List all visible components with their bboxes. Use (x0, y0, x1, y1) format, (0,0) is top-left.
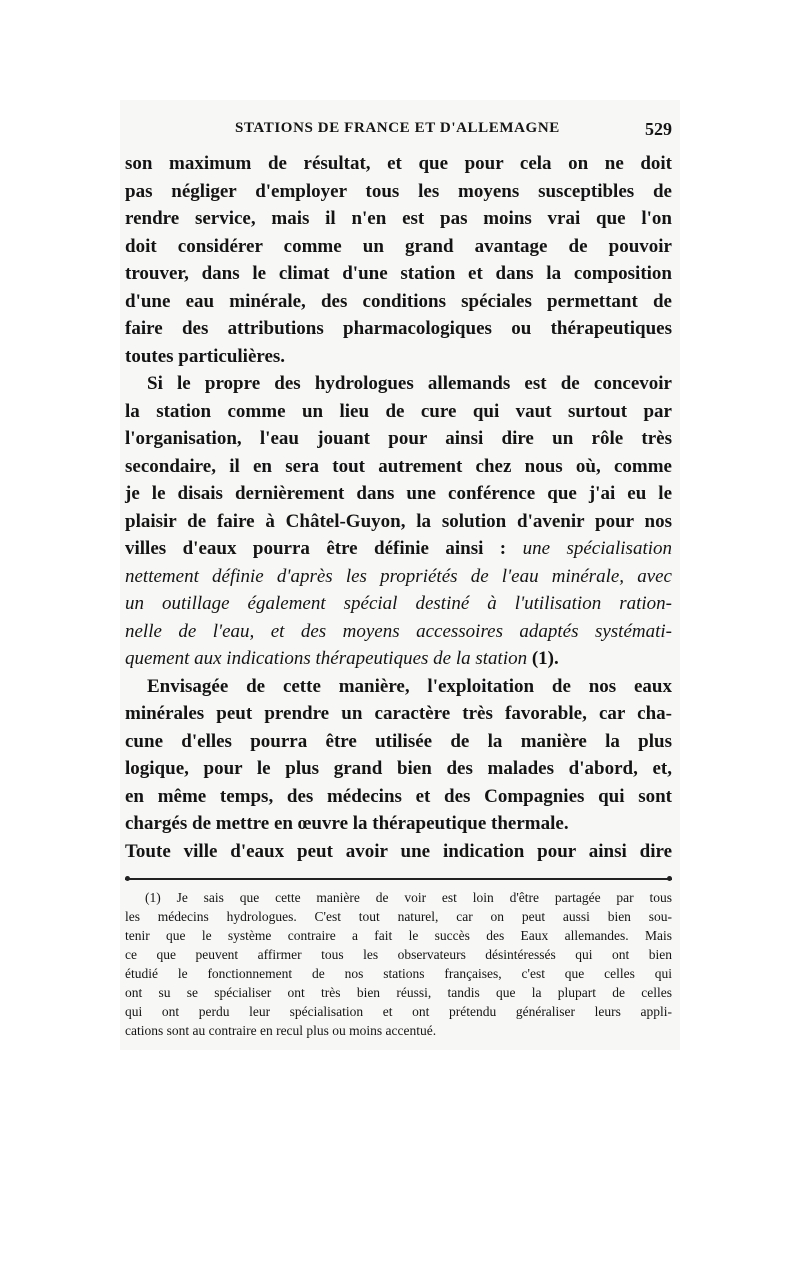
running-title: STATIONS DE FRANCE ET D'ALLEMAGNE (235, 120, 560, 136)
italic-line: nettement définie d'après les propriétés de l'eau minérale, avec (125, 565, 672, 587)
paragraph-start-line: Si le propre des hydrologues allemands est de concevoir (147, 373, 672, 394)
text-line: en même temps, des médecins et des Compagnies qui sont (125, 785, 672, 807)
rule-end-dot (667, 876, 672, 881)
body-text (125, 150, 672, 865)
italic-segment: quement aux indications thérapeutiques de la station (125, 648, 528, 669)
text-line: chargés de mettre en œuvre la thérapeutique thermale. (125, 813, 569, 834)
text-line: toutes particulières. (125, 345, 286, 367)
text-line: son maximum de résultat, et que pour cela on ne doit (125, 153, 672, 174)
mixed-text-line (125, 645, 672, 673)
text-line: doit considérer comme un grand avantage de pouvoir (125, 235, 672, 257)
italic-line: un outillage également spécial destiné à l'utilisation ration- (125, 593, 672, 614)
footnote-line: qui ont perdu leur spécialisation et ont prétendu généraliser leurs appli- (125, 1004, 672, 1019)
text-line: d'une eau minérale, des conditions spéciales permettant de (125, 290, 672, 312)
footnote-rule (125, 878, 672, 880)
text-line: secondaire, il en sera tout autrement chez nous où, comme (125, 455, 672, 477)
text-line: cune d'elles pourra être utilisée de la manière la plus (125, 730, 672, 752)
text-line: trouver, dans le climat d'une station et dans la composition (125, 263, 672, 284)
footnote-line: ont su se spécialiser ont très bien réussi, tandis que la plupart de celles (125, 985, 672, 1000)
roman-segment: (1). (527, 648, 559, 669)
text-line: l'organisation, l'eau jouant pour ainsi dire un rôle très (125, 428, 672, 449)
text-line: faire des attributions pharmacologiques ou thérapeutiques (125, 318, 672, 339)
text-line: Toute ville d'eaux peut avoir une indication pour ainsi dire (125, 840, 672, 862)
italic-line: nelle de l'eau, et des moyens accessoires adaptés systémati- (125, 620, 672, 642)
footnote-line: tenir que le système contraire a fait le succès des Eaux allemandes. Mais (125, 928, 672, 943)
rule-end-dot (125, 876, 130, 881)
page-number: 529 (645, 119, 672, 139)
text-line: logique, pour le plus grand bien des malades d'abord, et, (125, 758, 672, 779)
text-line: la station comme un lieu de cure qui vaut surtout par (125, 400, 672, 422)
text-line: pas négliger d'employer tous les moyens susceptibles de (125, 180, 672, 202)
roman-segment: villes d'eaux pourra être définie ainsi : (125, 538, 523, 559)
footnote-line: étudié le fonctionnement de nos stations françaises, c'est que celles qui (125, 966, 672, 981)
footnote-line: (1) Je sais que cette manière de voir est loin d'être partagée par tous (145, 890, 672, 905)
running-head (125, 120, 672, 146)
footnote-line: les médecins hydrologues. C'est tout naturel, car on peut aussi bien sou- (125, 909, 672, 924)
text-line: minérales peut prendre un caractère très favorable, car cha- (125, 703, 672, 724)
text-line: je le disais dernièrement dans une conférence que j'ai eu le (125, 483, 672, 504)
italic-segment: une spécialisation (522, 538, 672, 559)
footnote-line: cations sont au contraire en recul plus ou moins accentué. (125, 1023, 437, 1038)
paragraph-start-line: Envisagée de cette manière, l'exploitation de nos eaux (147, 675, 672, 697)
footnote-line: ce que peuvent affirmer tous les observateurs désintéressés qui ont bien (125, 947, 672, 962)
footnote (125, 888, 672, 1040)
mixed-text-line (125, 535, 672, 563)
text-line: rendre service, mais il n'en est pas moins vrai que l'on (125, 208, 672, 229)
text-line: plaisir de faire à Châtel-Guyon, la solution d'avenir pour nos (125, 510, 672, 532)
